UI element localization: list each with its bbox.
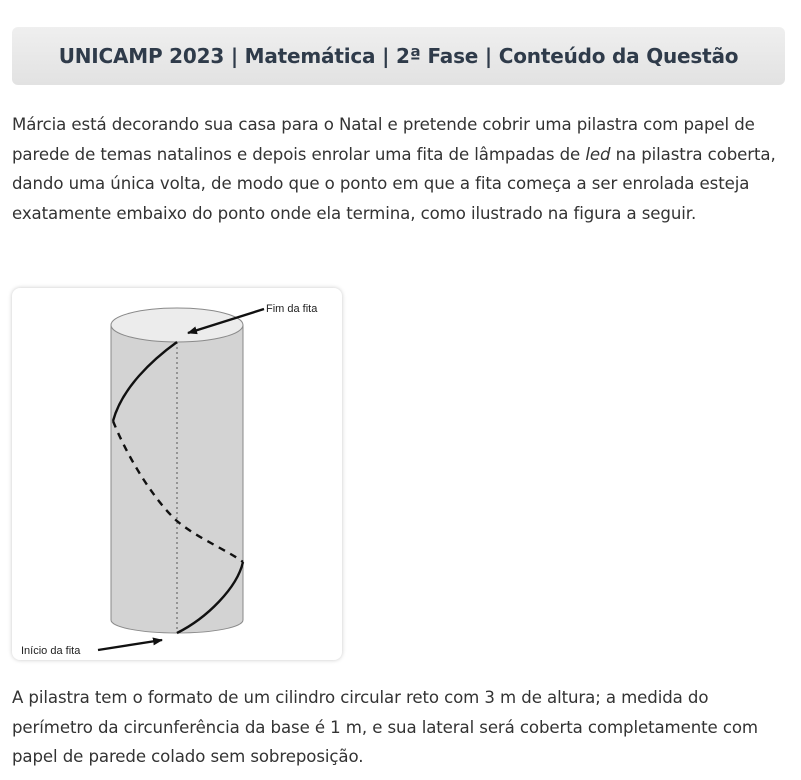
intro-text-part-2: na pilastra coberta, dando uma única volta, de modo que o ponto em que a fita começa a ser enrolada esteja exatamente embaixo do ponto onde ela termina, como ilustrado na figura a seguir. bbox=[12, 144, 776, 223]
intro-text-part-1: Márcia está decorando sua casa para o Natal e pretende cobrir uma pilastra com papel de parede de temas natalinos e depois enrolar uma fita de lâmpadas de bbox=[12, 115, 755, 164]
cylinder-illustration bbox=[12, 288, 342, 660]
start-arrow bbox=[98, 640, 162, 650]
start-label: Início da fita bbox=[21, 645, 81, 657]
end-label: Fim da fita bbox=[266, 303, 318, 315]
page-header bbox=[12, 27, 785, 85]
cylinder-top bbox=[111, 308, 243, 342]
intro-text-italic: led bbox=[585, 144, 611, 164]
question-intro-text bbox=[12, 110, 782, 228]
cylinder-figure bbox=[12, 288, 342, 660]
page-title: UNICAMP 2023 | Matemática | 2ª Fase | Conteúdo da Questão bbox=[58, 44, 739, 68]
question-details-text: A pilastra tem o formato de um cilindro circular reto com 3 m de altura; a medida do perímetro da circunferência da base é 1 m, e sua lateral será coberta completamente com papel de parede colado sem sobreposição. bbox=[12, 688, 758, 766]
